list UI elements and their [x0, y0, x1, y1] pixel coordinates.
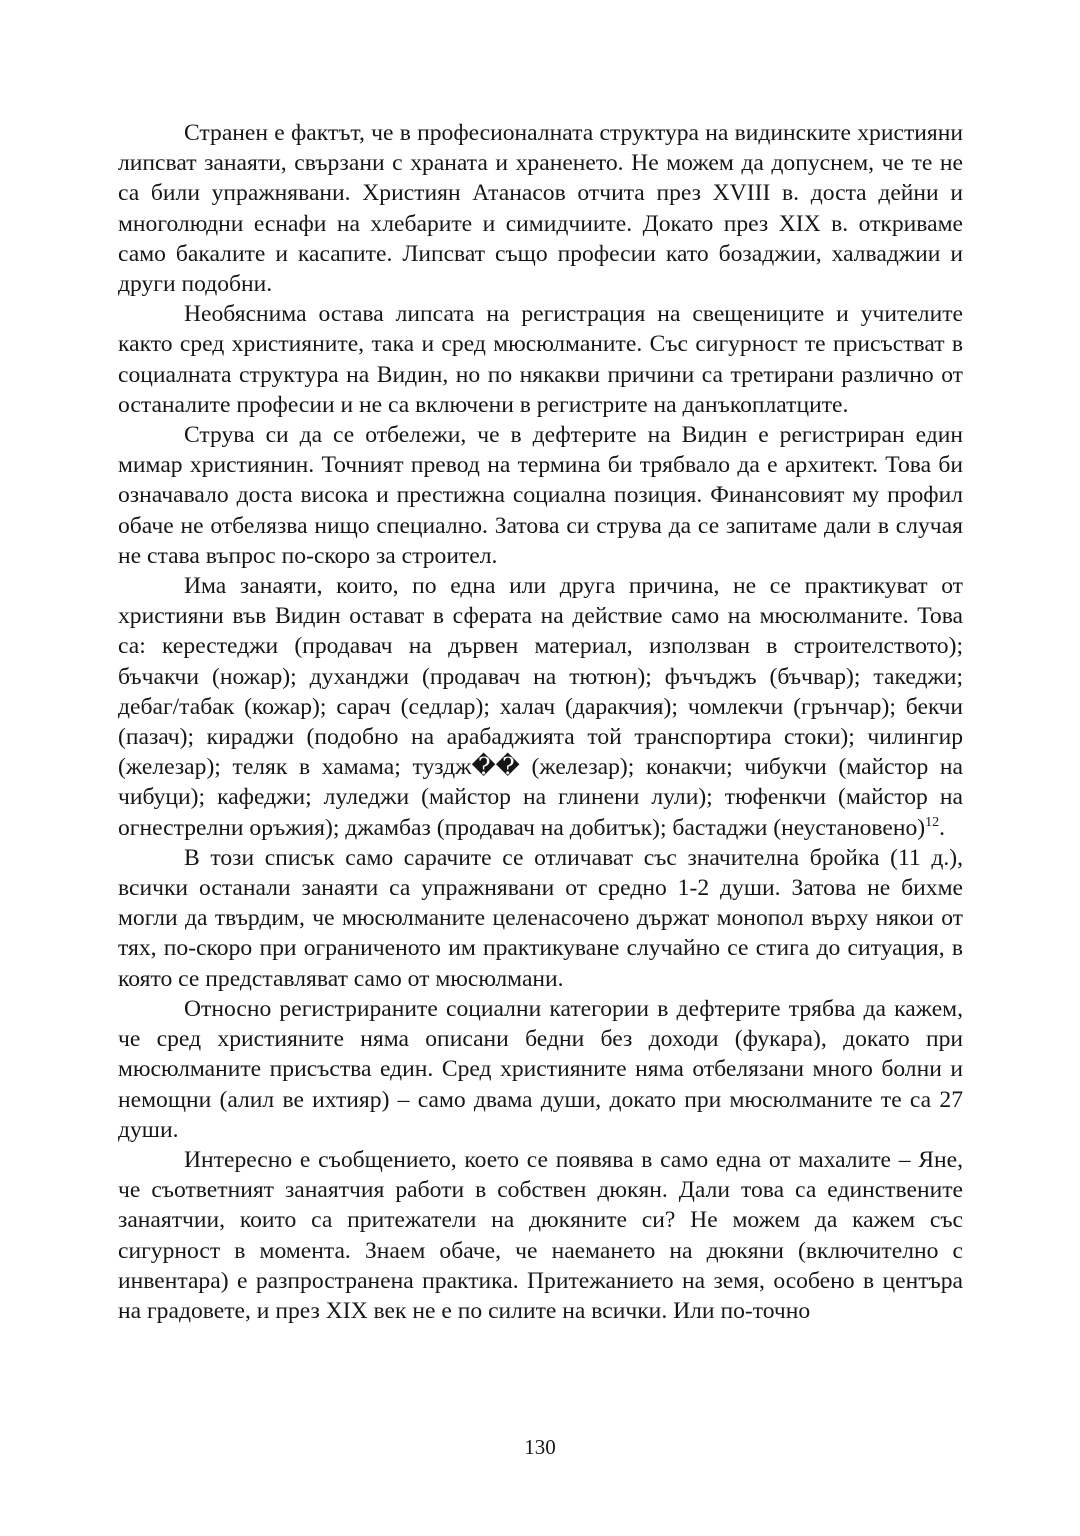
paragraph-7: Интересно е съобщението, което се появява в само една от махалите – Яне, че съответният занаятчия работи в собствен дюкян. Дали това са единствените занаятчии, които са притежатели на дюкяните си? Не можем да кажем със сигурност в момента. Знаем обаче, че наемането на дюкяни (включително с инвентара) е разпространена практика. Притежанието на земя, особено в центъра на градовете, и през XIX век не е по силите на всички. Или по-точно: [118, 1146, 963, 1324]
paragraph-4: [118, 571, 963, 843]
paragraph-2: Необяснима остава липсата на регистрация на свещениците и учителите както сред християните, така и сред мюсюлманите. Със сигурност те присъстват в социалната структура на Видин, но по някакви причини са третирани различно от останалите професии и не са включени в регистрите на данъкоплатците.: [118, 301, 963, 418]
paragraph-3: Струва си да се отбележи, че в дефтерите на Видин е регистриран един мимар християнин. Точният превод на термина би трябвало да е архитект. Това би означавало доста висока и престижна социална позиция. Финансовият му профил обаче не отбелязва нищо специално. Затова си струва да се запитаме дали в случая не става въпрос по-скоро за строител.: [118, 422, 963, 569]
paragraph-5: В този списък само сарачите се отличават със значителна бройка (11 д.), всички останали занаяти са упражнявани от средно 1-2 души. Затова не бихме могли да твърдим, че мюсюлманите целенасочено държат монопол върху някои от тях, по-скоро при ограниченото им практикуване случайно се стига до ситуация, в която се представляват само от мюсюлмани.: [118, 844, 963, 992]
paragraph-6: Относно регистрираните социални категории в дефтерите трябва да кажем, че сред християните няма описани бедни без доходи (фукара), докато при мюсюлманите присъства един. Сред християните няма отбелязани много болни и немощни (алил ве ихтияр) – само двама души, докато при мюсюлманите те са 27 души.: [118, 995, 963, 1143]
page-number: 130: [524, 1435, 556, 1459]
paragraph-4-tail: .: [939, 814, 946, 841]
paragraph-4-text: Има занаяти, които, по една или друга причина, не се практикуват от християни във Видин остават в сферата на действие само на мюсюлманите. Това са: керестеджи (продавач на дървен материал, използван в строителството); бъчакчи (ножар); духанджи (продавач на тютюн); фъчъджъ (бъчвар); такеджи; дебаг/табак (кожар); сарач (седлар); халач (даракчия); чомлекчи (грънчар); бекчи (пазач); кираджи (подобно на арабаджията той транспортира стоки); чилингир (железар); теляк в хамама; туздж�� (железар); конакчи; чибукчи (майстор на чибуци); кафеджи; луледжи (майстор на глинени лули); тюфенкчи (майстор на огнестрелни оръжия); джамбаз (продавач на добитък); бастаджи (неустановено): [118, 573, 963, 841]
footnote-reference[interactable]: 12: [925, 814, 940, 830]
page-body: [118, 118, 963, 1326]
paragraph-1: Странен е фактът, че в професионалната структура на видинските християни липсват занаяти, свързани с храната и храненето. Не можем да допуснем, че те не са били упражнявани. Християн Атанасов отчита през XVIII в. доста дейни и многолюдни еснафи на хлебарите и симидчиите. Докато през XIX в. откриваме само бакалите и касапите. Липсват също професии като бозаджии, халваджии и други подобни.: [118, 120, 963, 298]
